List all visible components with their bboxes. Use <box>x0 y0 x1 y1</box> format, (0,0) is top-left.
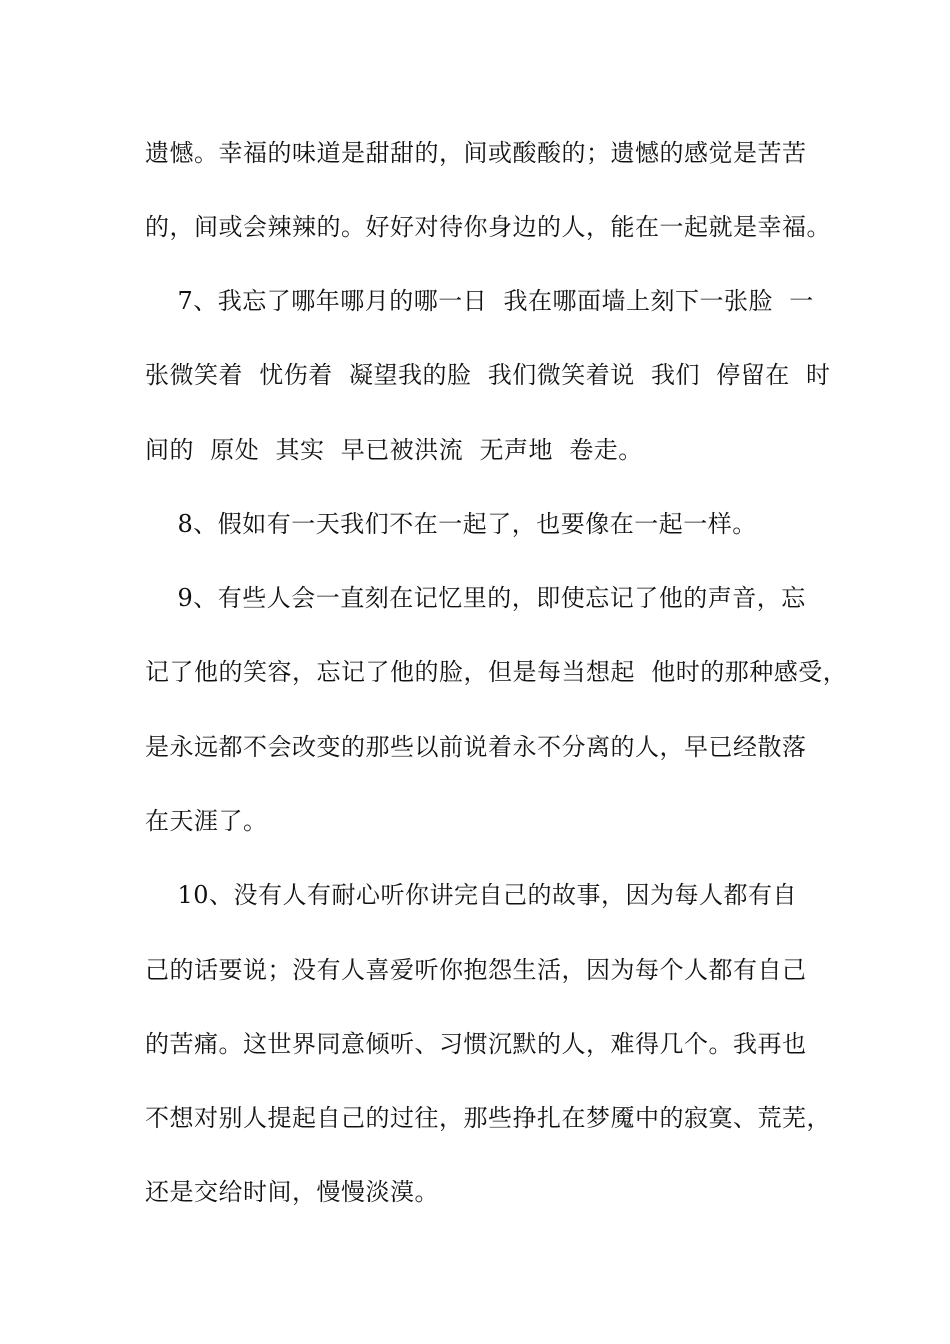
text-line: 的苦痛。这世界同意倾听、习惯沉默的人，难得几个。我再也 <box>145 1030 807 1058</box>
text-line: 不想对别人提起自己的过往，那些挣扎在梦魇中的寂寞、荒芜， <box>145 1104 831 1132</box>
text-line: 张微笑着 忧伤着 凝望我的脸 我们微笑着说 我们 停留在 时 <box>145 361 831 389</box>
text-line: 己的话要说；没有人喜爱听你抱怨生活，因为每个人都有自己 <box>145 956 807 984</box>
text-line: 是永远都不会改变的那些以前说着永不分离的人，早已经散落 <box>145 733 807 761</box>
text-line: 10、没有人有耐心听你讲完自己的故事，因为每人都有自 <box>145 881 798 909</box>
text-line: 间的 原处 其实 早已被洪流 无声地 卷走。 <box>145 436 643 464</box>
text-line: 遗憾。幸福的味道是甜甜的，间或酸酸的；遗憾的感觉是苦苦 <box>145 139 807 167</box>
text-line: 在天涯了。 <box>145 807 268 835</box>
text-line: 9、有些人会一直刻在记忆里的，即使忘记了他的声音，忘 <box>145 584 806 612</box>
text-line: 7、我忘了哪年哪月的哪一日 我在哪面墙上刻下一张脸 一 <box>145 287 814 315</box>
text-line: 记了他的笑容，忘记了他的脸，但是每当想起 他时的那种感受， <box>145 658 848 686</box>
text-line: 的，间或会辣辣的。好好对待你身边的人，能在一起就是幸福。 <box>145 213 831 241</box>
text-line: 还是交给时间，慢慢淡漠。 <box>145 1178 439 1206</box>
text-line: 8、假如有一天我们不在一起了，也要像在一起一样。 <box>145 510 757 538</box>
